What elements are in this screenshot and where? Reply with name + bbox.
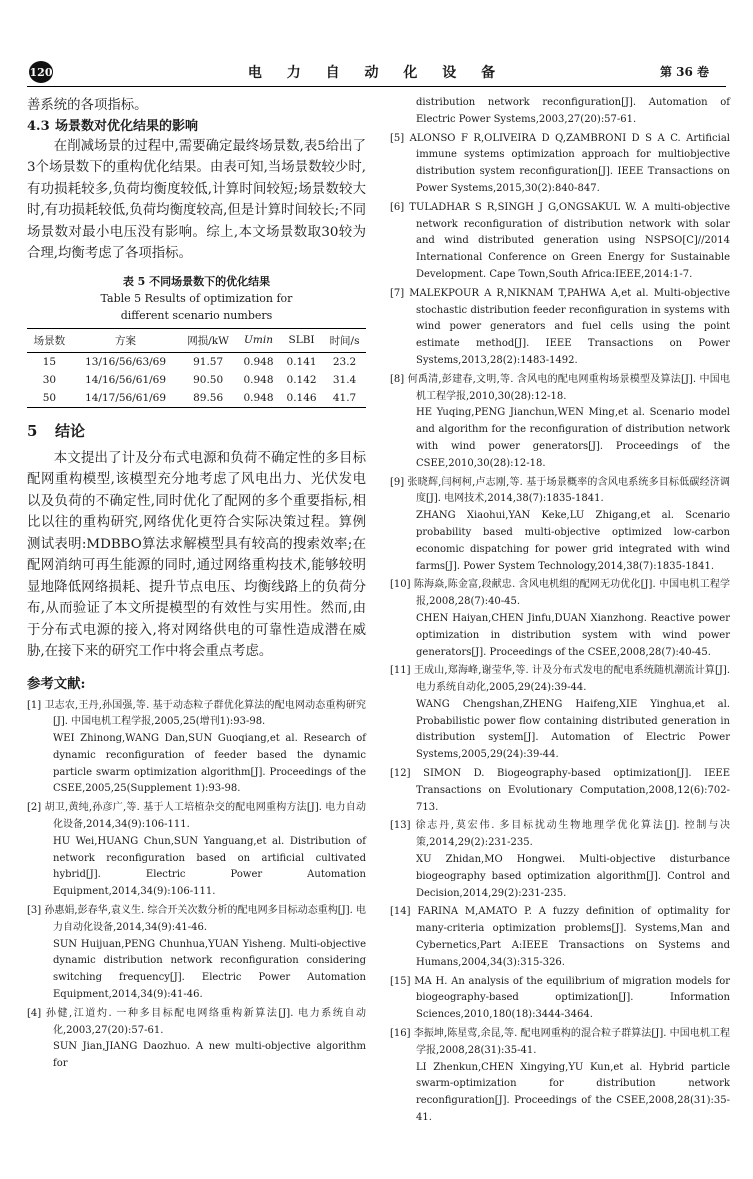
reference-item: [390, 372, 730, 473]
reference-cn: [10] 陈海焱,陈金富,段献忠. 含风电机组的配网无功优化[J]. 中国电机工程学报,2008,28(7):40-45.: [390, 579, 730, 608]
table-cell: 0.146: [280, 389, 323, 408]
reference-en: HE Yuqing,PENG Jianchun,WEN Ming,et al. Scenario model and algorithm for the reconfiguration of distribution network with wind power generators[J]. Proceedings of the CSEE,2010,30(28):12-18.: [416, 407, 730, 469]
reference-item: [390, 663, 730, 764]
reference-en: CHEN Haiyan,CHEN Jinfu,DUAN Xianzhong. Reactive power optimization in distribution system with wind power generators[J]. Proceedings of the CSEE,2008,28(7):40-45.: [416, 612, 730, 658]
table-cell: 23.2: [332, 355, 357, 368]
reference-item: [390, 131, 730, 198]
table-header: 方案: [72, 328, 179, 352]
table-header: SLBI: [280, 328, 323, 352]
references-list-right: [390, 95, 730, 1127]
page-header: [0, 0, 753, 80]
table-caption-cn: 表 5 不同场景数下的优化结果: [122, 274, 271, 288]
table-cell: 91.57: [193, 355, 224, 368]
references-heading: 参考文献:: [27, 675, 86, 692]
section-title: 结论: [55, 421, 86, 440]
reference-cn: [2] 胡卫,黄纯,孙彦广,等. 基于人工培植杂交的配电网重构方法[J]. 电力自动化设备,2014,34(9):106-111.: [27, 802, 366, 831]
references-list-left: [27, 698, 366, 1074]
reference-item: [27, 1006, 366, 1073]
page-number-badge: 120: [29, 61, 53, 83]
reference-en: SUN Huijuan,PENG Chunhua,YUAN Yisheng. Multi-objective dynamic distribution network reconfiguration considering switching frequency[J]. Electric Power Automation Equipment,2014,34(9):41-46.: [53, 938, 366, 1001]
table-cell: 0.948: [243, 355, 274, 368]
table-cell: 31.4: [332, 373, 357, 386]
reference-item: [390, 766, 730, 816]
reference-en: WEI Zhinong,WANG Dan,SUN Guoqiang,et al. Research of dynamic reconfiguration of feeder based the dynamic particle swarm optimization algorithm[J]. Proceedings of the CSEE,2005,25(Supplement 1):93-98.: [53, 733, 366, 795]
table-cell: 13/16/56/63/69: [85, 355, 167, 368]
section-title: 场景数对优化结果的影响: [55, 118, 199, 134]
table-row: [27, 371, 366, 389]
section-4-3-paragraph: 在削减场景的过程中,需要确定最终场景数,表5给出了3个场景数下的重构优化结果。由表可知,当场景数较少时,有功损耗较多,负荷均衡度较低,计算时间较短;场景数较大时,有功损耗较低,负荷均衡度较高,但是计算时间较长;不同场景数对最小电压没有影响。综上,本文场景数取30较为合理,均衡考虑了各项指标。: [27, 138, 366, 261]
table-cell: 50: [27, 389, 72, 408]
reference-en: SUN Jian,JIANG Daozhuo. A new multi-objective algorithm for: [53, 1041, 366, 1070]
table-cell: 89.56: [179, 389, 237, 408]
reference-item: [390, 1026, 730, 1127]
reference-en: WANG Chengshan,ZHENG Haifeng,XIE Yinghua,et al. Probabilistic power flow containing distributed generation in distribution system[J]. Automation of Electric Power Systems,2005,29(24):39-44.: [416, 698, 730, 761]
table-row: [27, 389, 366, 408]
reference-cn: [13] 徐志丹,莫宏伟. 多目标扰动生物地理学优化算法[J]. 控制与决策,2014,29(2):231-235.: [390, 820, 730, 849]
reference-item: [390, 200, 730, 284]
table-caption-en-1: Table 5 Results of optimization for: [100, 291, 293, 305]
section-5-heading: [27, 420, 366, 442]
reference-cn: [4] 孙健,江道灼. 一种多目标配电网络重构新算法[J]. 电力系统自动化,2003,27(20):57-61.: [27, 1007, 366, 1036]
results-table: [27, 328, 366, 408]
section-4-3-heading: [27, 117, 366, 136]
table-caption-en-2: different scenario numbers: [120, 308, 273, 322]
table-cell: 14/17/56/61/69: [72, 389, 179, 408]
table-cell: 0.948: [243, 373, 274, 386]
right-column: [390, 95, 730, 1129]
reference-en: XU Zhidan,MO Hongwei. Multi-objective disturbance biogeography based optimization algorithm[J]. Control and Decision,2014,29(2):231-235.: [416, 854, 730, 899]
table-cell: 0.142: [286, 373, 317, 386]
reference-cn: [5] ALONSO F R,OLIVEIRA D Q,ZAMBRONI D S A C. Artificial immune systems optimization approach for multiobjective distribution system reconfiguration[J]. IEEE Transactions on Power Systems,2015,30(2):840-847.: [390, 132, 730, 194]
reference-item: [390, 95, 730, 129]
reference-cn: [7] MALEKPOUR A R,NIKNAM T,PAHWA A,et al. Multi-objective stochastic distribution feeder reconfiguration in systems with wind power generators and fuel cells using the point estimate method[J]. IEEE Transactions on Power Systems,2013,28(2):1483-1492.: [390, 287, 730, 366]
volume-label: 第 36 卷: [659, 65, 709, 79]
table-caption: [27, 273, 366, 324]
section-number: 4.3: [27, 118, 50, 134]
table-cell: 41.7: [323, 389, 366, 408]
table-row: [27, 352, 366, 371]
reference-item: [390, 475, 730, 576]
reference-cn: [8] 何禹清,彭建春,文明,等. 含风电的配电网重构场景模型及算法[J]. 中国电机工程学报,2010,30(28):12-18.: [390, 373, 730, 402]
reference-cn: [1] 卫志农,王丹,孙国强,等. 基于动态粒子群优化算法的配电网动态重构研究[J]. 中国电机工程学报,2005,25(增刊1):93-98.: [27, 699, 366, 728]
reference-cn: [14] FARINA M,AMATO P. A fuzzy definition of optimality for many-criteria optimization problems[J]. Systems,Man and Cybernetics,Part A:IEEE Transactions on Systems and Humans,2004,34(3):315-326.: [390, 906, 730, 968]
reference-en: ZHANG Xiaohui,YAN Keke,LU Zhigang,et al. Scenario probability based multi-objective optimized low-carbon economic dispatching for power grid integrated with wind farms[J]. Power System Technology,2014,38(7):1835-1841.: [416, 510, 730, 572]
table-cell: 14/16/56/61/69: [85, 373, 167, 386]
reference-cn: [6] TULADHAR S R,SINGH J G,ONGSAKUL W. A multi-objective network reconfiguration of distribution network with solar and wind distributed generation using NSPSO[C]//2014 International Conference on Green Energy for Sustainable Development. Cape Town,South Africa:IEEE,2014:1-7.: [390, 201, 730, 280]
table-header-row: [27, 328, 366, 352]
section-number: 5: [27, 421, 38, 440]
reference-cn: [15] MA H. An analysis of the equilibrium of migration models for biogeography-based optimization[J]. Information Sciences,2010,180(18):3444-3464.: [390, 975, 730, 1021]
reference-item: [390, 904, 730, 971]
left-column: [27, 95, 366, 1075]
reference-item: [390, 577, 730, 661]
reference-en: LI Zhenkun,CHEN Xingying,YU Kun,et al. Hybrid particle swarm-optimization for distribution network reconfiguration[J]. Proceedings of the CSEE,2008,28(31):35-41.: [416, 1061, 730, 1124]
reference-cn: [12] SIMON D. Biogeography-based optimization[J]. IEEE Transactions on Evolutionary Computation,2008,12(6):702-713.: [390, 768, 730, 813]
conclusion-paragraph: 本文提出了计及分布式电源和负荷不确定性的多目标配网重构模型,该模型充分地考虑了风电出力、光伏发电以及负荷的不确定性,同时优化了配网的多个重要指标,相比以往的重构研究,网络优化更符合实际决策过程。算例测试表明:MDBBO算法求解模型具有较高的搜索效率;在配网消纳可再生能源的同时,通过网络重构技术,能够较明显地降低网络损耗、提升节点电压、均衡线路上的负荷分布,从而验证了本文所提模型的有效性与实用性。然而,由于分布式电源的接入,将对网络供电的可靠性造成潜在威胁,在接下来的研究工作中将会重点考虑。: [27, 450, 366, 659]
reference-item: [390, 818, 730, 902]
reference-cn: [9] 张晓辉,闫柯柯,卢志刚,等. 基于场景概率的含风电系统多目标低碳经济调度[J]. 电网技术,2014,38(7):1835-1841.: [390, 476, 730, 505]
table-cell: 0.948: [237, 389, 280, 408]
reference-item: [27, 903, 366, 1004]
table-cell: 0.141: [286, 355, 317, 368]
reference-cn: [16] 李振坤,陈星莺,余昆,等. 配电网重构的混合粒子群算法[J]. 中国电机工程学报,2008,28(31):35-41.: [390, 1028, 730, 1056]
journal-title: 电 力 自 动 化 设 备: [247, 65, 506, 81]
table-cell: 90.50: [193, 373, 224, 386]
reference-item: [390, 286, 730, 370]
table-cell: 15: [42, 355, 57, 368]
intro-tail: 善系统的各项指标。: [27, 98, 148, 113]
table-header: 时间/s: [323, 328, 366, 352]
table-header: Umin: [237, 328, 280, 352]
reference-en: HU Wei,HUANG Chun,SUN Yanguang,et al. Distribution of network reconfiguration based on artificial cultivated hybrid[J]. Electric Power Automation Equipment,2014,34(9):106-111.: [53, 835, 366, 898]
reference-cn: [3] 孙惠娟,彭春华,袁义生. 综合开关次数分析的配电网多目标动态重构[J]. 电力自动化设备,2014,34(9):41-46.: [27, 905, 366, 933]
table-cell: 30: [42, 373, 57, 386]
header-rule: [27, 86, 726, 87]
reference-cn: [11] 王成山,郑海峰,谢莹华,等. 计及分布式发电的配电系统随机潮流计算[J]. 电力系统自动化,2005,29(24):39-44.: [390, 665, 730, 694]
reference-item: [27, 800, 366, 901]
table-header: 网损/kW: [179, 328, 237, 352]
reference-en: distribution network reconfiguration[J]. Automation of Electric Power Systems,2003,27(20):57-61.: [416, 97, 730, 125]
table-header: 场景数: [27, 328, 72, 352]
reference-item: [390, 974, 730, 1024]
reference-item: [27, 698, 366, 799]
